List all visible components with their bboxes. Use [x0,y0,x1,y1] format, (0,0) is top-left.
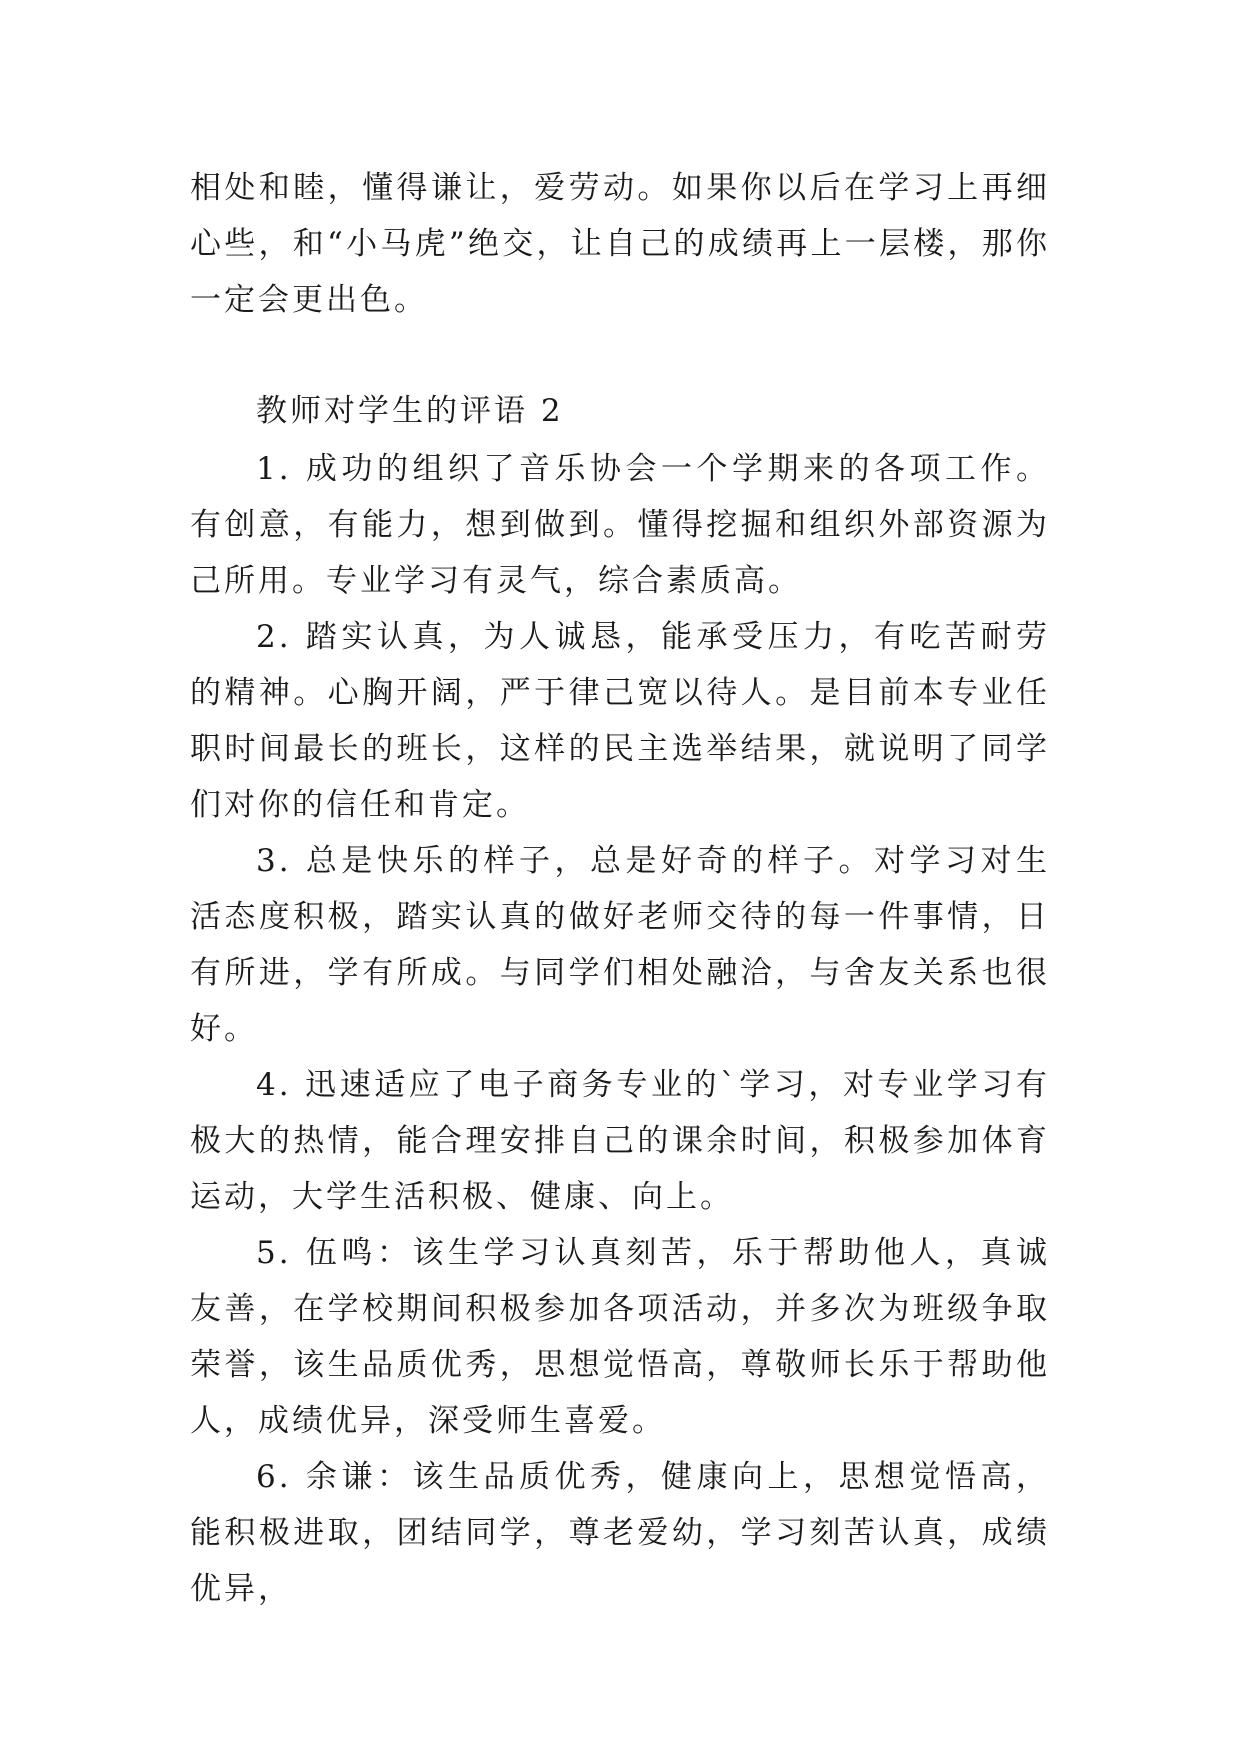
comment-item-2: 2. 踏实认真，为人诚恳，能承受压力，有吃苦耐劳的精神。心胸开阔，严于律己宽以待人。是目前本专业任职时间最长的班长，这样的民主选举结果，就说明了同学们对你的信任和肯定。 [190,619,1050,823]
comment-item-3: 3. 总是快乐的样子，总是好奇的样子。对学习对生活态度积极，踏实认真的做好老师交待的每一件事情，日有所进，学有所成。与同学们相处融洽，与舍友关系也很好。 [190,843,1050,1047]
comment-item-5: 5. 伍鸣：该生学习认真刻苦，乐于帮助他人，真诚友善，在学校期间积极参加各项活动，并多次为班级争取荣誉，该生品质优秀，思想觉悟高，尊敬师长乐于帮助他人，成绩优异，深受师生喜爱。 [190,1235,1050,1439]
comment-item-1: 1. 成功的组织了音乐协会一个学期来的各项工作。有创意，有能力，想到做到。懂得挖掘和组织外部资源为己所用。专业学习有灵气，综合素质高。 [190,451,1050,599]
section-gap [190,328,1050,383]
document-page [190,160,1050,1617]
section-title: 教师对学生的评语 2 [256,393,564,429]
comment-item-6: 6. 余谦：该生品质优秀，健康向上，思想觉悟高，能积极进取，团结同学，尊老爱幼，学习刻苦认真，成绩优异， [190,1459,1050,1607]
continuation-paragraph: 相处和睦，懂得谦让，爱劳动。如果你以后在学习上再细心些，和“小马虎”绝交，让自己的成绩再上一层楼，那你一定会更出色。 [190,170,1050,318]
comment-item-4: 4. 迅速适应了电子商务专业的`学习，对专业学习有极大的热情，能合理安排自己的课余时间，积极参加体育运动，大学生活积极、健康、向上。 [190,1067,1050,1215]
